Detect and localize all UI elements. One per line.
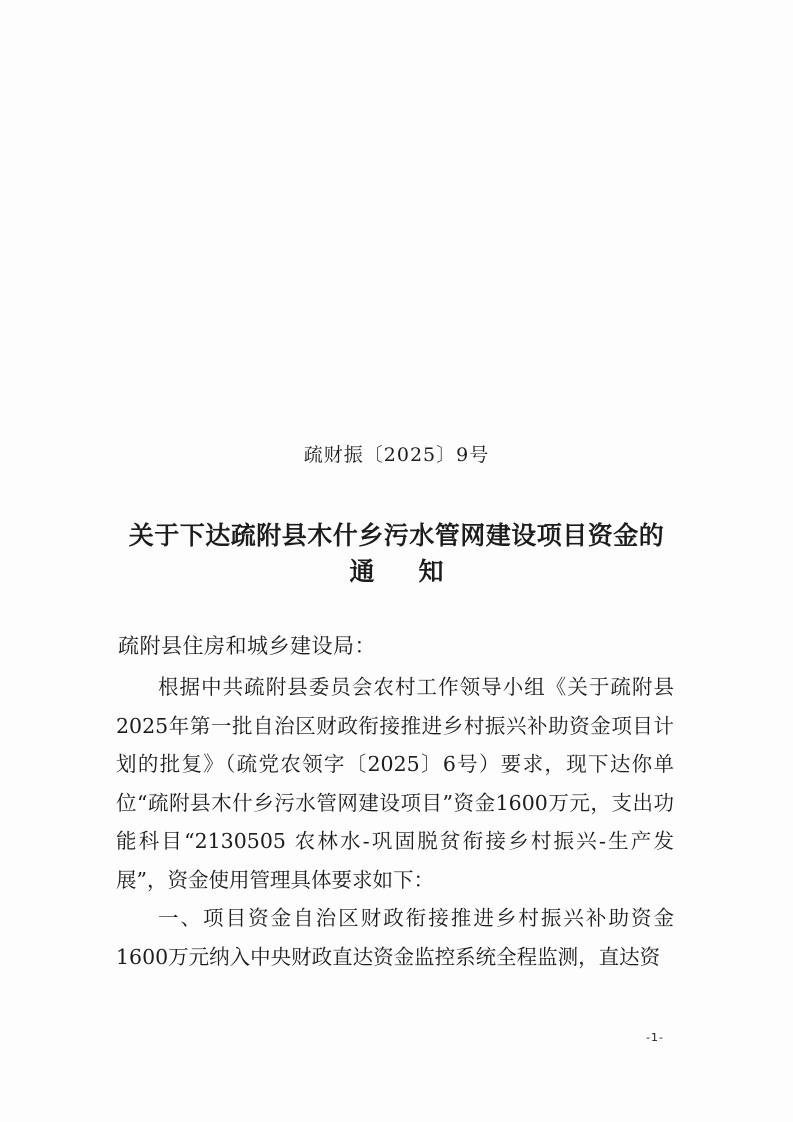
paragraph-2: 一、项目资金自治区财政衔接推进乡村振兴补助资金1600万元纳入中央财政直达资金监控系统全程监测，直达资 [116, 906, 674, 969]
document-title [0, 518, 793, 590]
title-line-2: 通知 [349, 557, 488, 586]
page-number: -1- [646, 1031, 664, 1044]
recipient: 疏附县住房和城乡建设局： [118, 634, 376, 658]
title-line-1: 关于下达疏附县木什乡污水管网建设项目资金的 [128, 521, 665, 550]
body-text [116, 668, 674, 976]
paragraph-1: 根据中共疏附县委员会农村工作领导小组《关于疏附县2025年第一批自治区财政衔接推进乡村振兴补助资金项目计划的批复》（疏党农领字〔2025〕6号）要求，现下达你单位“疏附县木什乡污水管网建设项目”资金1600万元，支出功能科目“2130505 农林水-巩固脱贫衔接乡村振兴-生产发展”，资金使用管理具体要求如下： [116, 675, 674, 892]
document-number: 疏财振〔2025〕9号 [303, 444, 490, 466]
